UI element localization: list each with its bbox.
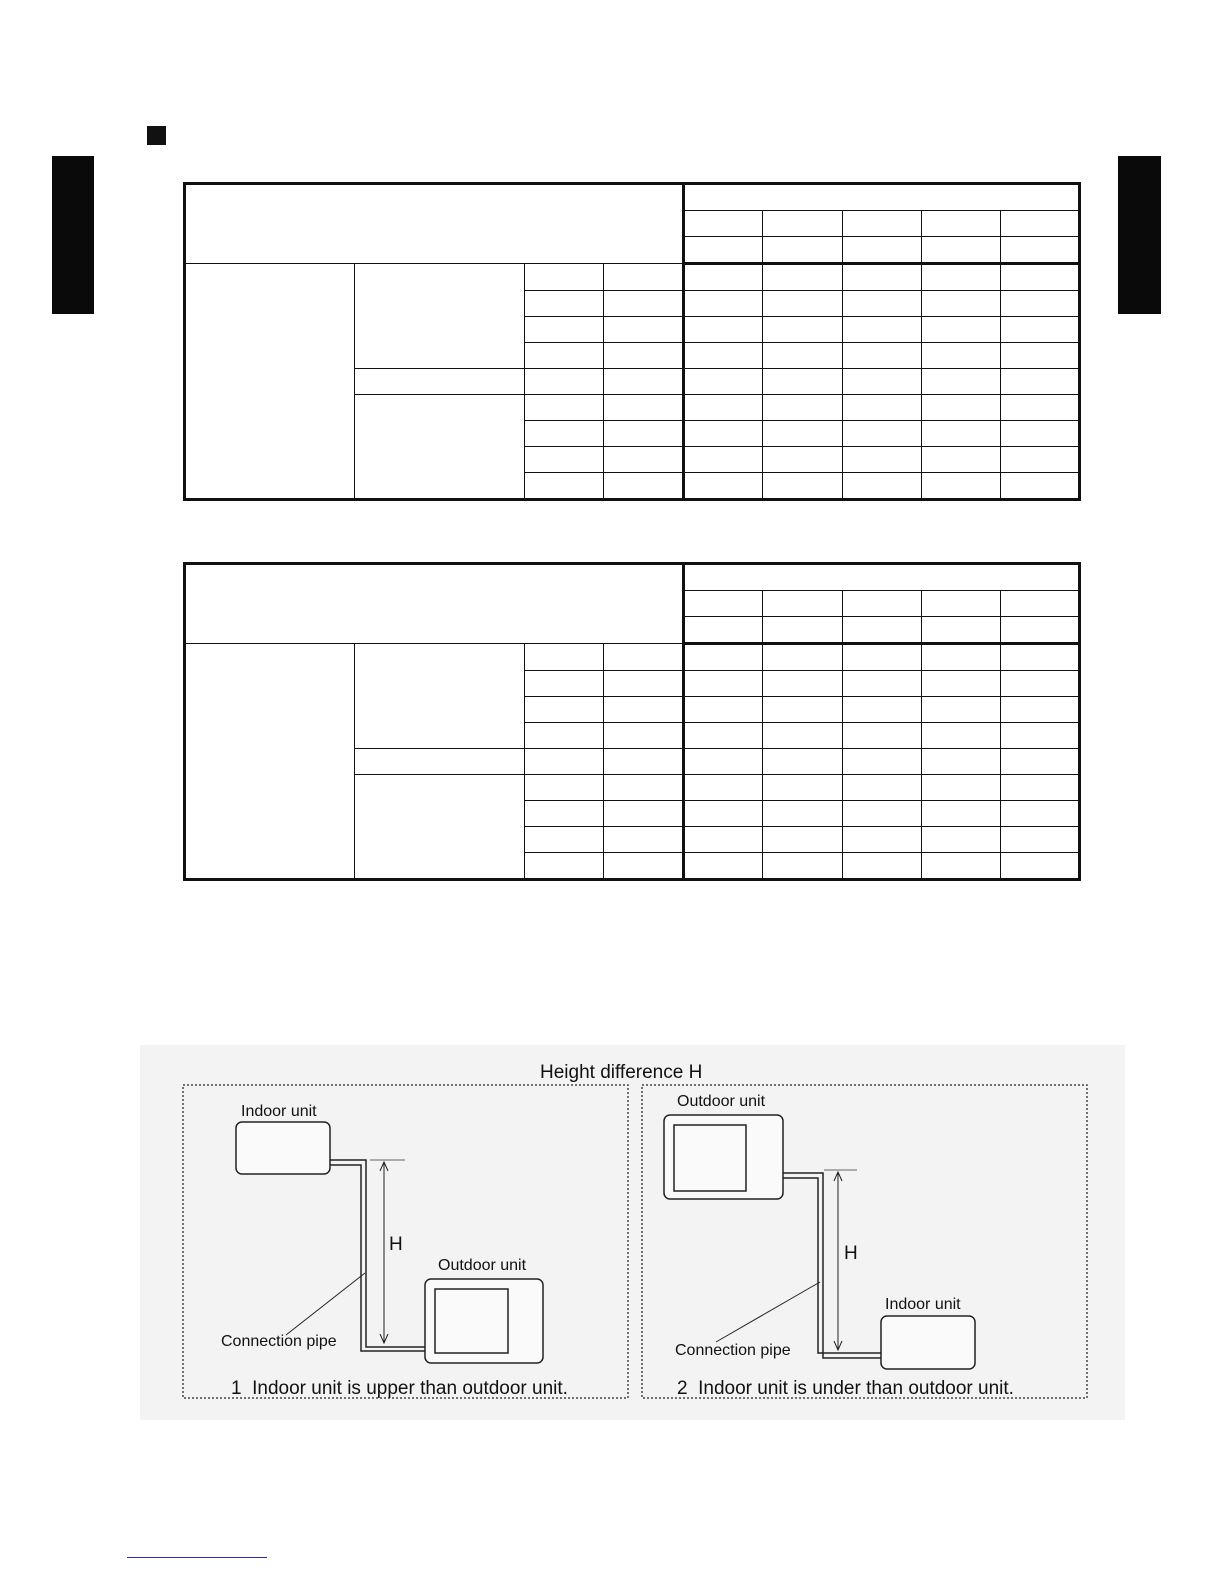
left-indoor-unit (236, 1122, 330, 1174)
figure-title: Height difference H (540, 1062, 703, 1083)
right-h-label: H (844, 1243, 858, 1264)
right-indoor-unit (881, 1316, 975, 1369)
left-connection-pipe (330, 1160, 425, 1347)
left-panel-caption: 1 Indoor unit is upper than outdoor unit. (231, 1378, 568, 1399)
section-bullet-icon (147, 126, 166, 145)
right-indoor-label: Indoor unit (885, 1296, 961, 1313)
left-outdoor-unit (425, 1279, 543, 1363)
right-outdoor-unit (664, 1115, 783, 1199)
spec-table-1 (183, 182, 1081, 501)
right-outdoor-label: Outdoor unit (677, 1093, 766, 1110)
right-pipe-label: Connection pipe (675, 1342, 791, 1359)
left-side-tab (52, 156, 94, 314)
right-panel-caption: 2 Indoor unit is under than outdoor unit. (677, 1378, 1014, 1399)
left-h-label: H (389, 1234, 403, 1255)
height-difference-figure (140, 1045, 1125, 1420)
left-pipe-label: Connection pipe (221, 1333, 337, 1350)
spec-table-2 (183, 562, 1081, 881)
right-connection-pipe (783, 1173, 881, 1358)
left-indoor-label: Indoor unit (241, 1103, 317, 1120)
left-outdoor-label: Outdoor unit (438, 1257, 527, 1274)
right-side-tab (1118, 156, 1161, 314)
footer-rule (127, 1557, 267, 1558)
